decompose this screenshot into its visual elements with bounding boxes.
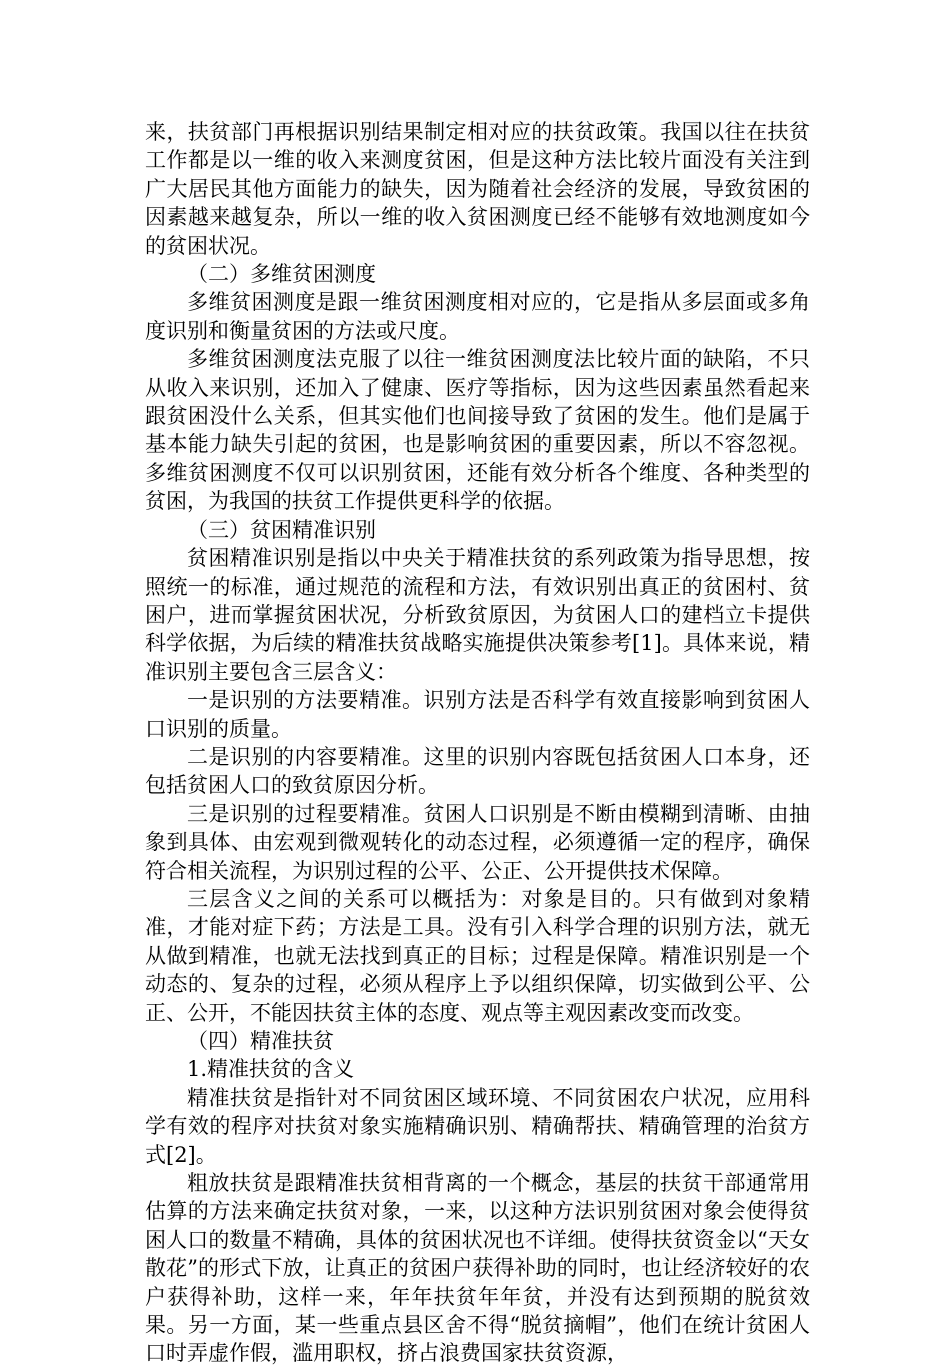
section-heading-precise-identification: （三）贫困精准识别 (187, 517, 376, 542)
paragraph: 三层含义之间的关系可以概括为：对象是目的。只有做到对象精准，才能对症下药；方法是工具。没有引入科学合理的识别方法，就无从做到精准，也就无法找到真正的目标；过程是保障。精准识别是一个动态的、复杂的过程，必须从程序上予以组织保障，切实做到公平、公正、公开，不能因扶贫主体的态度、观点等主观因素改变而改变。 (145, 886, 810, 1025)
paragraph: 贫困精准识别是指以中央关于精准扶贫的系列政策为指导思想，按照统一的标准，通过规范的流程和方法，有效识别出真正的贫困村、贫困户，进而掌握贫困状况，分析致贫原因，为贫困人口的建档立卡提供科学依据，为后续的精准扶贫战略实施提供决策参考[1]。具体来说，精准识别主要包含三层含义： (145, 546, 810, 684)
paragraph: 精准扶贫是指针对不同贫困区域环境、不同贫困农户状况，应用科学有效的程序对扶贫对象实施精确识别、精确帮扶、精确管理的治贫方式[2]。 (145, 1085, 810, 1167)
paragraph: 一是识别的方法要精准。识别方法是否科学有效直接影响到贫困人口识别的质量。 (145, 688, 810, 741)
paragraph: 多维贫困测度是跟一维贫困测度相对应的，它是指从多层面或多角度识别和衡量贫困的方法或尺度。 (145, 290, 810, 343)
section-heading-multidimensional-poverty: （二）多维贫困测度 (187, 262, 376, 287)
section-heading-precision-poverty-alleviation: （四）精准扶贫 (187, 1029, 334, 1053)
paragraph: 多维贫困测度法克服了以往一维贫困测度法比较片面的缺陷，不只从收入来识别，还加入了健康、医疗等指标，因为这些因素虽然看起来跟贫困没什么关系，但其实他们也间接导致了贫困的发生。他们是属于基本能力缺失引起的贫困，也是影响贫困的重要因素，所以不容忽视。多维贫困测度不仅可以识别贫困，还能有效分析各个维度、各种类型的贫困，为我国的扶贫工作提供更科学的依据。 (145, 347, 810, 514)
paragraph: 粗放扶贫是跟精准扶贫相背离的一个概念，基层的扶贫干部通常用估算的方法来确定扶贫对象，一来，以这种方法识别贫困对象会使得贫困人口的数量不精确，具体的贫困状况也不详细。使得扶贫资金以“天女散花”的形式下放，让真正的贫困户获得补助的同时，也让经济较好的农户获得补助，这样一来，年年扶贫年年贫，并没有达到预期的脱贫效果。另一方面，某一些重点县区舍不得“脱贫摘帽”，他们在统计贫困人口时弄虚作假，滥用职权，挤占浪费国家扶贫资源， (145, 1171, 810, 1366)
paragraph: 三是识别的过程要精准。贫困人口识别是不断由模糊到清晰、由抽象到具体、由宏观到微观转化的动态过程，必须遵循一定的程序，确保符合相关流程，为识别过程的公平、公正、公开提供技术保障。 (145, 801, 810, 883)
subsection-heading-meaning: 1.精准扶贫的含义 (187, 1057, 355, 1082)
document-page (145, 118, 810, 1368)
paragraph-continued: 来，扶贫部门再根据识别结果制定相对应的扶贫政策。我国以往在扶贫工作都是以一维的收入来测度贫困，但是这种方法比较片面没有关注到广大居民其他方面能力的缺失，因为随着社会经济的发展，导致贫困的因素越来越复杂，所以一维的收入贫困测度已经不能够有效地测度如今的贫困状况。 (145, 120, 810, 258)
paragraph: 二是识别的内容要精准。这里的识别内容既包括贫困人口本身，还包括贫困人口的致贫原因分析。 (145, 744, 810, 798)
